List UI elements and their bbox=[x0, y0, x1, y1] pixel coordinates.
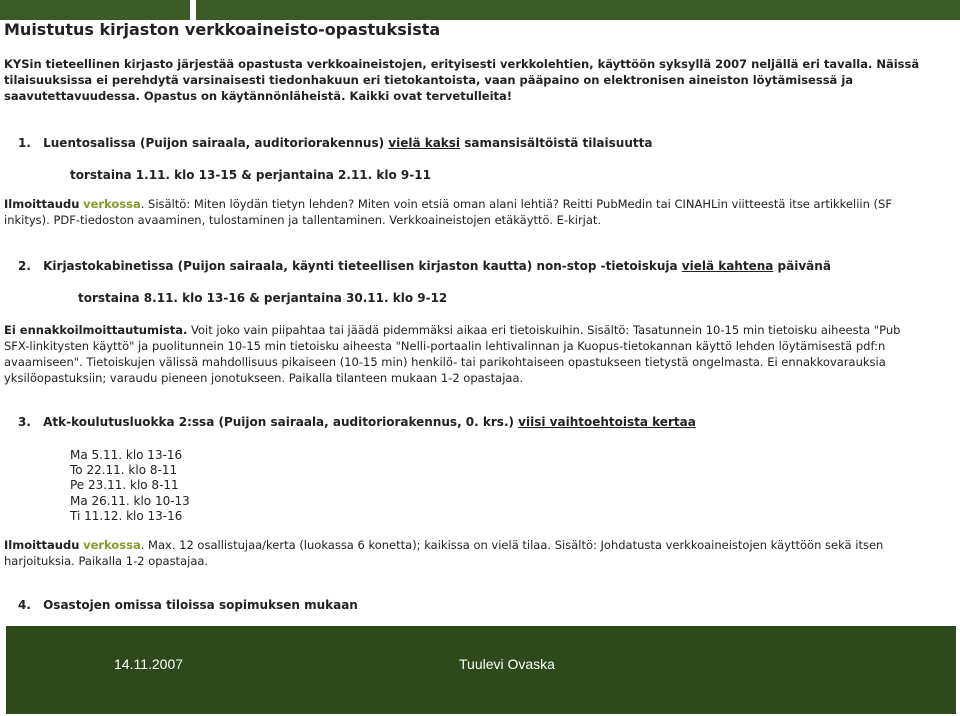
item-2-text-end: päivänä bbox=[773, 259, 831, 273]
signup-label: Ilmoittaudu bbox=[4, 197, 80, 211]
date-entry: Pe 23.11. klo 8-11 bbox=[70, 478, 179, 493]
signup-label: Ilmoittaudu bbox=[4, 538, 80, 552]
item-3-desc-line: . Max. 12 osallistujaa/kerta (luokassa 6 konetta); kaikissa on vielä tilaa. Sisältö: Johdatusta verkkoaineistojen käyttöön sekä itsen bbox=[140, 538, 884, 552]
item-2-heading bbox=[18, 259, 831, 273]
item-1-text-end: samansisältöistä tilaisuutta bbox=[460, 136, 653, 150]
item-2-text: Kirjastokabinetissa (Puijon sairaala, käynti tieteellisen kirjaston kautta) non-stop -tietoiskuja bbox=[43, 259, 682, 273]
item-2-desc-line: Voit joko vain piipahtaa tai jäädä pidemmäksi aikaa eri tietoiskuihin. Sisältö: Tasatunnein 10-15 min tietoisku aiheesta "Pub bbox=[187, 323, 901, 337]
signup-link[interactable]: verkossa bbox=[83, 538, 141, 552]
item-2-desc-line: avaamiseen". Tietoiskujen välissä mahdollisuus pikaiseen (10-15 min) henkilö- tai parikohtaiseen opastukseen tietystä ongelmasta. Ei ennakkovarauksia bbox=[4, 355, 886, 369]
item-2-description bbox=[4, 322, 900, 386]
item-4-heading bbox=[18, 598, 358, 612]
item-2-desc-line: yksilöopastuksiin; varaudu pieneen jonotukseen. Paikalla tilanteen mukaan 1-2 opastajaa. bbox=[4, 371, 524, 385]
date-entry: To 22.11. klo 8-11 bbox=[70, 463, 178, 478]
item-1-desc-line: inkitys). PDF-tiedoston avaaminen, tulostaminen ja tallentaminen. Verkkoaineistojen etäkäyttö. E-kirjat. bbox=[4, 213, 602, 227]
item-3-date-list bbox=[70, 448, 190, 524]
item-3-text: Atk-koulutusluokka 2:ssa (Puijon sairaala, auditoriorakennus, 0. krs.) bbox=[43, 415, 519, 429]
item-1-heading bbox=[18, 136, 652, 150]
footer-author: Tuulevi Ovaska bbox=[459, 656, 555, 672]
item-3-desc-line: harjoituksia. Paikalla 1-2 opastajaa. bbox=[4, 554, 209, 568]
item-1-text: Luentosalissa (Puijon sairaala, auditoriorakennus) bbox=[43, 136, 389, 150]
intro-line: saavutettavuudessa. Opastus on käytännönläheistä. Kaikki ovat tervetulleita! bbox=[4, 89, 513, 103]
intro-line: tilaisuuksissa ei perehdytä varsinaisesti tiedonhakuun eri tietokantoista, vaan pääpaino on elektronisen aineiston löytämisessä ja bbox=[4, 73, 854, 87]
signup-link[interactable]: verkossa bbox=[83, 197, 141, 211]
item-2-times: torstaina 8.11. klo 13-16 & perjantaina 30.11. klo 9-12 bbox=[78, 291, 448, 305]
item-number: 4. bbox=[18, 598, 31, 612]
item-2-emphasis: vielä kahtena bbox=[681, 259, 774, 273]
item-1-desc-line: . Sisältö: Miten löydän tietyn lehden? Miten voin etsiä oman alani lehtiä? Reitti PubMedin tai CINAHLin viitteestä itse artikkeliin (SF bbox=[140, 197, 892, 211]
item-1-times: torstaina 1.11. klo 13-15 & perjantaina 2.11. klo 9-11 bbox=[70, 168, 431, 182]
footer-date: 14.11.2007 bbox=[114, 656, 184, 672]
date-entry: Ti 11.12. klo 13-16 bbox=[70, 508, 183, 523]
intro-paragraph bbox=[4, 56, 919, 104]
item-1-emphasis: vielä kaksi bbox=[388, 136, 461, 150]
item-3-description bbox=[4, 537, 883, 569]
item-number: 1. bbox=[18, 136, 31, 150]
item-3-heading bbox=[18, 415, 696, 429]
no-registration-label: Ei ennakkoilmoittautumista. bbox=[4, 323, 188, 337]
item-2-desc-line: SFX-linkitysten käyttö" ja puolitunnein 10-15 min tietoisku aiheesta "Nelli-portaalin lehtivalinnan ja Kuopus-tietokannan käyttö lehden löytämisestä pdf:n bbox=[4, 339, 886, 353]
date-entry: Ma 5.11. klo 13-16 bbox=[70, 448, 183, 462]
date-entry: Ma 26.11. klo 10-13 bbox=[70, 493, 190, 508]
item-1-description bbox=[4, 196, 892, 228]
page-title: Muistutus kirjaston verkkoaineisto-opastuksista bbox=[4, 20, 441, 39]
slide-footer bbox=[6, 626, 956, 714]
intro-line: KYSin tieteellinen kirjasto järjestää opastusta verkkoaineistojen, erityisesti verkkolehtien, käyttöön syksyllä 2007 neljällä eri tavalla. Näissä bbox=[4, 57, 920, 71]
item-4-text: Osastojen omissa tiloissa sopimuksen mukaan bbox=[43, 598, 358, 612]
item-number: 3. bbox=[18, 415, 31, 429]
item-number: 2. bbox=[18, 259, 31, 273]
item-3-emphasis: viisi vaihtoehtoista kertaa bbox=[518, 415, 696, 429]
